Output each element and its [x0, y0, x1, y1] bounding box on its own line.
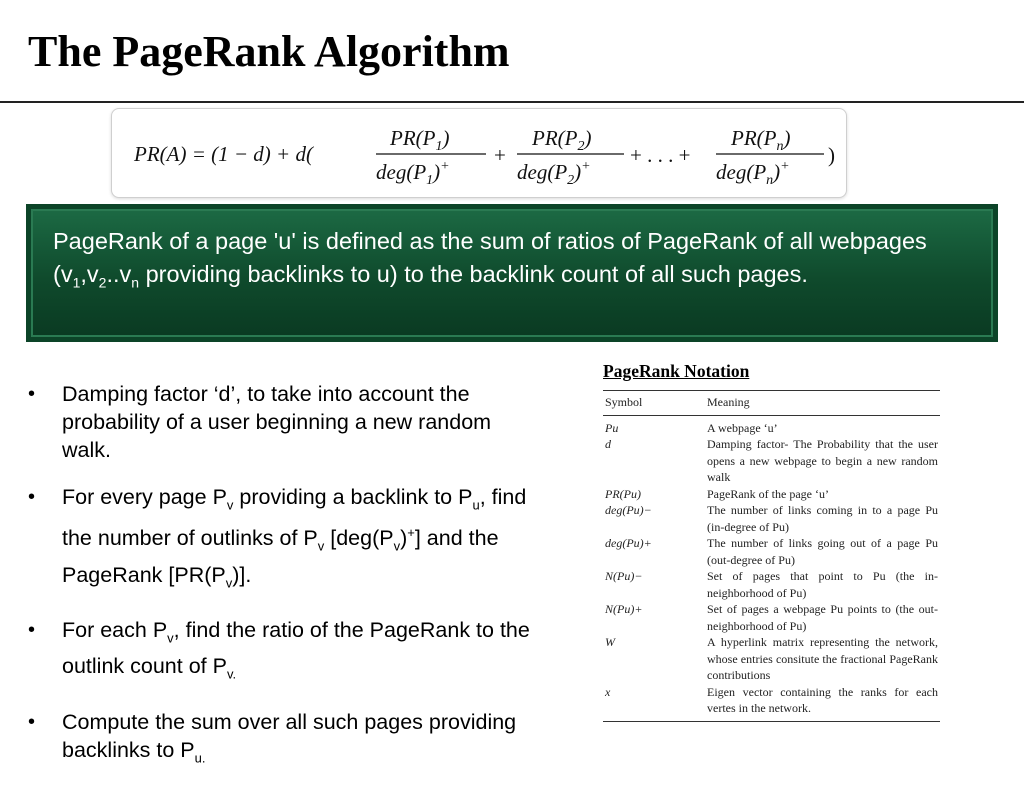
table-row [603, 684, 940, 722]
table-row [603, 601, 940, 634]
table-row [603, 415, 940, 436]
formula-ellipsis: + . . . + [630, 143, 691, 167]
column-header-meaning: Meaning [705, 391, 940, 416]
meaning-cell: Damping factor- The Probability that the user opens a new webpage to begin a new random walk [707, 437, 938, 484]
table-row [603, 486, 940, 503]
meaning-cell: A hyperlink matrix representing the network, whose entries consitute the fractional PageRank contributions [707, 635, 938, 682]
table-row [603, 568, 940, 601]
formula-fraction-n [716, 126, 824, 188]
symbol-cell: x [603, 684, 705, 722]
formula-box [111, 108, 847, 198]
bullet-damping-factor: • Damping factor ‘d’, to take into account the probability of a user beginning a new random walk. [26, 380, 536, 464]
formula-fraction-1 [376, 126, 486, 188]
table-row [603, 634, 940, 684]
definition-box [26, 204, 998, 342]
notation-title: PageRank Notation [603, 361, 750, 381]
meaning-cell: A webpage ‘u’ [707, 420, 778, 435]
table-row [603, 535, 940, 568]
meaning-cell: The number of links coming in to a page Pu (in-degree of Pu) [707, 503, 938, 534]
bullet-list [26, 380, 536, 791]
formula-close-paren: ) [828, 143, 835, 167]
notation-panel [603, 360, 940, 722]
formula-lhs: PR(A) = (1 − d) + d( [134, 142, 313, 166]
meaning-cell: Set of pages that point to Pu (the in-neighborhood of Pu) [707, 569, 938, 600]
symbol-cell: deg(Pu)− [605, 503, 652, 517]
slide-title: The PageRank Algorithm [28, 27, 510, 76]
svg-text:PR(Pn): $PR(P_n)$ [731, 126, 791, 154]
bullet-ratio: • For each $P_v$, find the ratio of the PageRank to the outlink count of $P_{v.}$ [26, 616, 536, 689]
svg-text:PR(P1): $PR(P_1)$ [390, 126, 450, 154]
symbol-cell: N(Pu)− [605, 569, 643, 583]
svg-text:PR(P2): $PR(P_2)$ [532, 126, 592, 154]
svg-text:deg(P2)+: $deg(P_2)^+$ [517, 159, 591, 188]
meaning-cell: Eigen vector containing the ranks for each vertes in the network. [705, 684, 940, 722]
symbol-cell: Pu [605, 420, 619, 435]
title-divider [0, 101, 1024, 103]
symbol-cell: deg(Pu)+ [605, 536, 652, 550]
column-header-symbol: Symbol [603, 391, 705, 416]
definition-text: PageRank of a page 'u' is defined as the sum of ratios of PageRank of all webpages ($v_1,v_2..v_n$ providing backlinks to u) to the backlink count of all such pages. [53, 228, 927, 291]
symbol-cell: d [605, 437, 611, 451]
table-row [603, 502, 940, 535]
svg-text:deg(Pn)+: $deg(P_n)^+$ [716, 159, 790, 188]
meaning-cell: PageRank of the page ‘u’ [707, 486, 829, 501]
svg-text:deg(P1)+: $deg(P_1)^+$ [376, 159, 450, 188]
formula-plus: + [494, 143, 506, 167]
bullet-sum: • Compute the sum over all such pages providing backlinks to $P_{u.}$ [26, 708, 536, 772]
notation-table [603, 390, 940, 722]
meaning-cell: Set of pages a webpage Pu points to (the out-neighborhood of Pu) [707, 602, 938, 633]
formula-fraction-2 [517, 126, 624, 188]
table-row [603, 436, 940, 486]
symbol-cell: N(Pu)+ [605, 602, 643, 616]
bullet-outlinks: • For every page $P_v$ providing a backlink to $P_u$, find the number of outlinks of $P_v$ $[deg(P_v)^+]$ and the PageRank $[PR(P_v)]$. [26, 483, 536, 597]
symbol-cell: W [605, 635, 615, 649]
meaning-cell: The number of links going out of a page Pu (out-degree of Pu) [707, 536, 938, 567]
pagerank-formula [112, 109, 846, 197]
symbol-cell: PR(Pu) [605, 486, 641, 501]
